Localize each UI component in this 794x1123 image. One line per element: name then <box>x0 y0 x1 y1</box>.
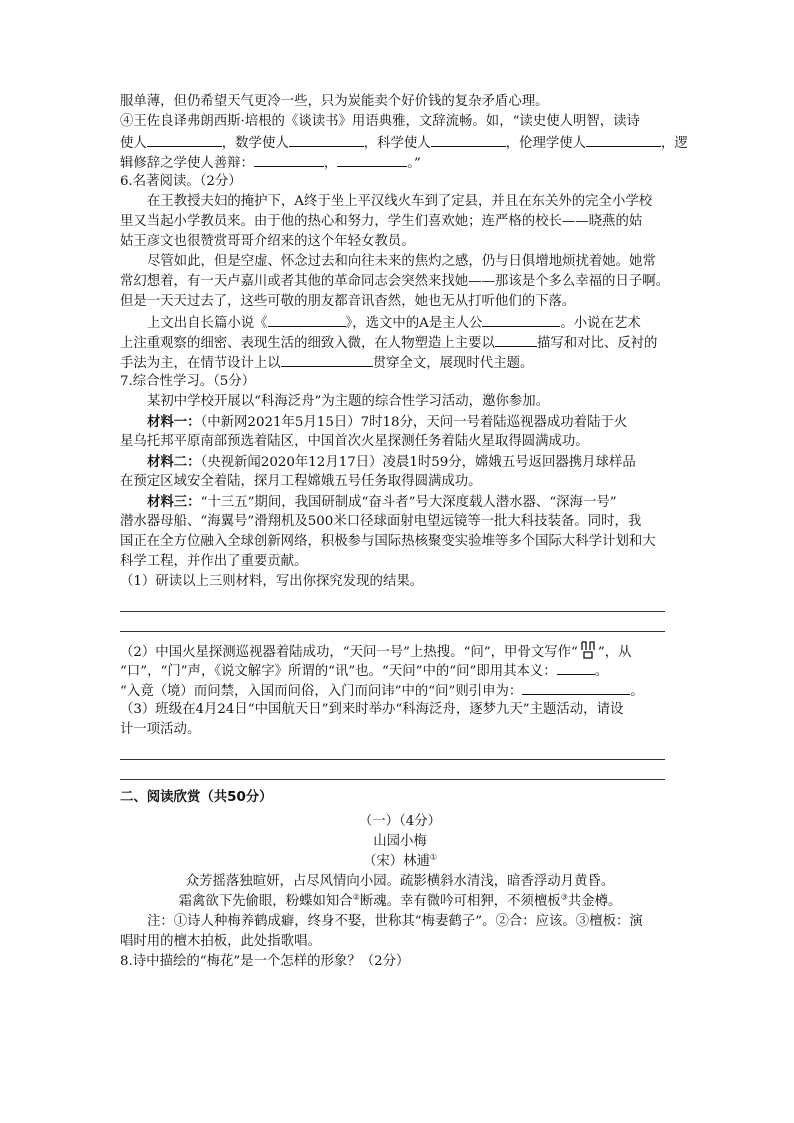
text-span: 。小说在艺术 <box>560 316 641 331</box>
text-line <box>120 352 680 372</box>
answer-blank[interactable] <box>495 332 537 347</box>
answer-blank[interactable] <box>268 312 346 327</box>
footnote-marker: ① <box>429 852 438 862</box>
text-line <box>120 132 688 152</box>
text-span: ”，从 <box>597 645 632 660</box>
text-span: 贯穿全文，展现时代主题。 <box>372 356 534 371</box>
text-line: 在王教授夫妇的掩护下，A终于坐上平汉线火车到了定县，并且在东关外的完全小学校 <box>147 194 653 209</box>
question-6-title: 6.名著阅读。（2分） <box>120 174 242 189</box>
text-span: 霜禽欲下先偷眼，粉蝶如知合 <box>178 894 353 909</box>
answer-line[interactable] <box>120 740 665 760</box>
text-line: 里又当起小学教员来。由于他的热心和努力，学生们喜欢她；连严格的校长——晓燕的姑 <box>120 214 643 229</box>
text-line: （3）班级在4月24日“中国航天日”到来时举办“科海泛舟，逐梦九天”主题活动，请设 <box>120 702 624 717</box>
text-line <box>120 640 680 660</box>
answer-blank[interactable] <box>281 352 373 367</box>
material-label: 材料三： <box>147 494 201 510</box>
text-line: 服单薄，但仍希望天气更冷一些，只为炭能卖个好价钱的复杂矛盾心理。 <box>120 94 549 109</box>
material-label: 材料一： <box>147 414 201 430</box>
poem-title: 山园小梅 <box>373 834 427 849</box>
footnote-marker: ② <box>352 892 360 902</box>
subquestion-7-1: （1）研读以上三则材料，写出你探究发现的结果。 <box>120 574 424 589</box>
text-line: 但是一天天过去了，这些可敬的朋友都音讯杳然，她也无从打听他们的下落。 <box>120 294 576 309</box>
poem-line-1: 众芳摇落独暄妍，占尽风情向小园。疏影横斜水清浅，暗香浮动月黄昏。 <box>185 874 615 889</box>
text-line: 在预定区域安全着陆，探月工程嫦娥五号任务取得圆满成功。 <box>120 474 482 489</box>
text-span: 辑修辞之学使人善辩： <box>120 156 254 171</box>
text-line <box>120 452 680 472</box>
text-span: （2）中国火星探测巡视器着陆成功，“天问一号”上热搜。“问”，甲骨文写作“ <box>120 645 578 660</box>
text-line: 潜水器母船、“海翼号”滑翔机及500米口径球面射电望远镜等一批大科技装备。同时，我 <box>120 514 642 529</box>
text-span: （央视新闻2020年12月17日）凌晨1时59分，嫦娥五号返回器携月球样品 <box>200 455 636 470</box>
text-span: 。 <box>630 684 644 699</box>
answer-blank[interactable] <box>586 132 661 147</box>
text-line <box>120 312 680 332</box>
spacer <box>120 780 680 788</box>
poem-line-2 <box>120 892 680 912</box>
answer-blank[interactable] <box>337 152 407 167</box>
poem-notes: 注：①诗人种梅养鹤成癖，终身不娶，世称其“梅妻鹤子”。②合：应该。③檀板：演 <box>147 914 643 929</box>
text-span: “口”，“门”声，《说文解字》所谓的“讯”也。“天问”中的“问”即用其本义： <box>120 664 557 679</box>
text-span: “入竟（境）而问禁，入国而问俗，入门而问讳”中的“问”则引申为： <box>120 684 523 699</box>
text-span: 共金樽。 <box>567 894 622 909</box>
exam-page <box>120 92 688 972</box>
text-span: ， <box>323 156 338 171</box>
answer-line[interactable] <box>120 612 665 632</box>
text-span: 使人 <box>120 136 147 151</box>
text-line: 尽管如此，但是空虚、怀念过去和向往未来的焦灼之感，仍与日俱增地烦扰着她。她常 <box>147 254 656 269</box>
text-line <box>120 492 680 512</box>
poem-author <box>120 852 680 872</box>
text-line <box>120 332 680 352</box>
answer-blank[interactable] <box>254 152 324 167</box>
part-1-label: （一）（4分） <box>358 814 442 829</box>
answer-blank[interactable] <box>289 132 364 147</box>
text-line: 姑王彦文也很赞赏哥哥介绍来的这个年轻女教员。 <box>120 234 415 249</box>
material-label: 材料二： <box>147 454 201 470</box>
answer-line[interactable] <box>120 760 665 780</box>
text-line: 计一项活动。 <box>120 722 201 737</box>
answer-blank[interactable] <box>522 680 630 695</box>
text-line: 某初中学校开展以“科海泛舟”为主题的综合性学习活动，邀你参加。 <box>147 394 550 409</box>
text-span: ，数学使人 <box>221 136 289 151</box>
question-8-title: 8.诗中描绘的“梅花”是一个怎样的形象？（2分） <box>120 954 410 969</box>
text-span: 上注重观察的细密、表现生活的细致入微，在人物塑造上主要以 <box>120 336 495 351</box>
text-span: “十三五”期间，我国研制成“奋斗者”号大深度载人潜水器、“深海一号” <box>200 495 617 510</box>
text-line: 常幻想着，有一天卢嘉川或者其他的革命同志会突然来找她——那该是个多么幸福的日子啊。 <box>120 274 670 289</box>
text-span: 。 <box>594 664 609 679</box>
text-span: 断魂。幸有微吟可相狎，不须檀板 <box>359 894 561 909</box>
text-line: 国正在全方位融入全球创新网络，积极参与国际热核聚变实验堆等多个国际大科学计划和大 <box>120 534 656 549</box>
text-line <box>120 660 680 680</box>
answer-blank[interactable] <box>557 660 595 675</box>
text-line: 科学工程，并作出了重要贡献。 <box>120 554 308 569</box>
text-span: ，逻 <box>661 136 688 151</box>
text-span: 》，选文中的A是主人公 <box>345 316 483 331</box>
footnote-marker: ③ <box>560 892 568 902</box>
answer-blank[interactable] <box>147 132 222 147</box>
text-line <box>120 412 680 432</box>
answer-line[interactable] <box>120 592 665 612</box>
section-2-heading: 二、阅读欣赏（共50分） <box>120 790 273 805</box>
text-span: ，伦理学使人 <box>505 136 587 151</box>
text-line <box>120 152 680 172</box>
answer-blank[interactable] <box>431 132 506 147</box>
oracle-bone-wen-glyph <box>578 640 598 660</box>
answer-blank[interactable] <box>482 312 560 327</box>
question-7-title: 7.综合性学习。（5分） <box>120 374 256 389</box>
poem-notes: 唱时用的檀木拍板，此处指歌唱。 <box>120 934 321 949</box>
text-line: 星乌托邦平原南部预选着陆区，中国首次火星探测任务着陆火星取得圆满成功。 <box>120 434 589 449</box>
text-span: 描写和对比、反衬的 <box>536 336 658 351</box>
spacer <box>120 632 680 640</box>
text-span: （宋）林逋 <box>362 854 430 869</box>
text-span: 。” <box>407 156 421 171</box>
text-line <box>120 680 680 700</box>
text-line: ④王佐良译弗朗西斯·培根的《谈读书》用语典雅，文辞流畅。如，“读史使人明智，读诗 <box>120 114 640 129</box>
text-span: 手法为主，在情节设计上以 <box>120 356 281 371</box>
text-span: ，科学使人 <box>363 136 431 151</box>
text-span: 上文出自长篇小说《 <box>147 316 268 331</box>
text-span: （中新网2021年5月15日）7时18分，天问一号着陆巡视器成功着陆于火 <box>200 415 628 430</box>
